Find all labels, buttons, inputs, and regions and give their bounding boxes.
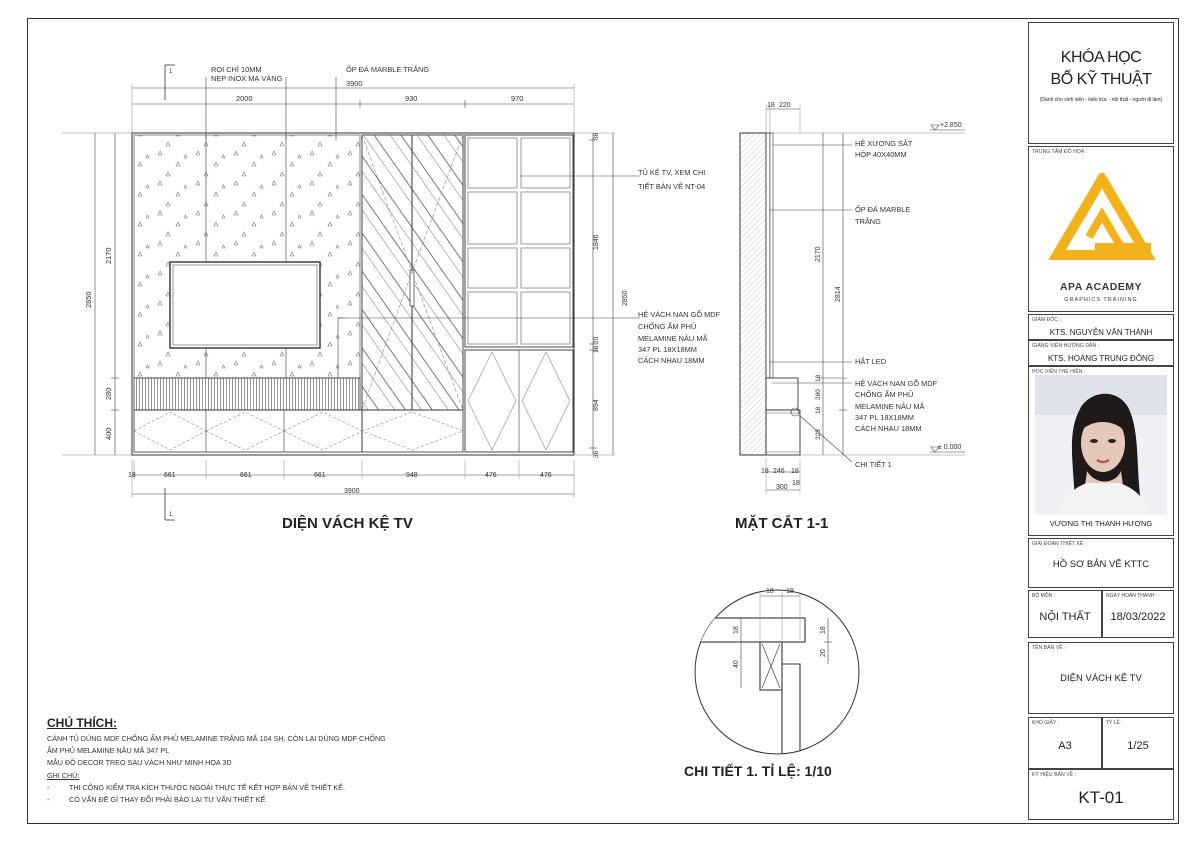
dim-bot-f: 476 (485, 472, 497, 479)
sec-label-he-xuong-1: HỆ XƯƠNG SẮT (855, 139, 913, 148)
date-cell (1102, 590, 1174, 638)
dept-label: BỘ MÔN : (1032, 593, 1056, 599)
instructor-cell (1028, 340, 1174, 366)
sec-label-chi-tiet: CHI TIẾT 1 (855, 460, 892, 469)
center-label: TRUNG TÂM ĐỒ HỌA : (1032, 149, 1088, 155)
detail-dim-t2: 18 (786, 588, 794, 595)
date-label: NGÀY HOÀN THÀNH : (1106, 593, 1158, 599)
dim-r-36a: 36 (593, 132, 600, 140)
student-label: HỌC VIÊN THỂ HIỆN : (1032, 369, 1086, 375)
course-cell (1028, 22, 1174, 144)
code-cell (1028, 769, 1174, 820)
dim-top-c: 970 (511, 94, 524, 103)
scale-value: 1/25 (1127, 740, 1149, 752)
date-value: 18/03/2022 (1110, 611, 1166, 623)
drawing-name-cell (1028, 642, 1174, 714)
phase-label: GIAI ĐOẠN THIẾT KẾ : (1032, 541, 1087, 547)
dim-top-b: 930 (405, 94, 418, 103)
notes-section (47, 716, 467, 807)
dim-top-a: 2000 (236, 94, 253, 103)
course-sub: (Dành cho sinh viên - kiến trúc - nội thất - người đi làm) (1039, 97, 1163, 103)
sec-label-op-da-1: ỐP ĐÁ MARBLE (855, 205, 911, 214)
dim-top-total: 3900 (346, 79, 363, 88)
drawing-name: DIỆN VÁCH KỆ TV (1060, 673, 1142, 684)
dim-r-total: 2850 (622, 290, 629, 306)
notes-heading: CHÚ THÍCH: (47, 716, 117, 730)
sec-label-he-vach-4: 347 PL 18X18MM (855, 413, 914, 422)
section-drawing (740, 105, 965, 494)
bullet-dash: - (47, 783, 50, 792)
label-nep-inox: NẸP INOX MẠ VÀNG (211, 74, 283, 83)
phase-cell (1028, 538, 1174, 588)
dim-left-total: 2850 (84, 291, 93, 308)
sec-label-he-vach-2: CHỐNG ẨM PHỦ (855, 390, 914, 399)
detail-dim-r18: 18 (820, 626, 827, 634)
note-bullet: - THI CÔNG KIỂM TRA KÍCH THƯỚC NGOÀI THỰC TẾ KẾT HỢP BẢN VẼ THIẾT KẾ. (47, 783, 345, 792)
code-label: KÝ HIỆU BẢN VẼ : (1032, 772, 1077, 778)
label-tu-ke-2: TIẾT BẢN VẼ NT-04 (638, 182, 706, 191)
student-photo (1035, 375, 1167, 515)
sec-label-he-vach-1: HỆ VÁCH NAN GỖ MDF (855, 379, 938, 388)
dim-bot-d: 661 (314, 472, 326, 479)
dim-bot-total: 3900 (344, 488, 360, 495)
dim-bot-g: 476 (540, 472, 552, 479)
dim-left-a: 2170 (104, 247, 113, 264)
label-he-vach-5: CÁCH NHAU 18MM (638, 356, 705, 365)
director-label: GIÁM ĐỐC : (1032, 317, 1062, 323)
label-op-da: ỐP ĐÁ MARBLE TRẮNG (346, 65, 430, 74)
sec-dim-328: 328 (815, 429, 822, 440)
level-top: +2.850 (940, 122, 962, 129)
sec-label-hat-led: HẮT LED (855, 357, 887, 366)
dim-r-18: 18 (593, 345, 600, 353)
sec-dim-top-18: 18 (767, 102, 775, 109)
section-mark-top: 1 (169, 69, 173, 75)
label-he-vach-1: HỆ VÁCH NAN GỖ MDF (638, 310, 721, 319)
course-line2: BỔ KỸ THUẬT (1050, 71, 1152, 88)
dim-bot-b: 661 (164, 472, 176, 479)
sec-dim-top-220: 220 (779, 102, 791, 109)
label-ron-chi: RỌI CHỈ 10MM (211, 65, 262, 74)
note-line: ẨM PHỦ MELAMINE NÂU MÃ 347 PL (47, 746, 170, 755)
paper-value: A3 (1058, 740, 1072, 752)
paper-label: KHỔ GIẤY : (1032, 720, 1059, 726)
detail-dim-r20: 20 (820, 649, 827, 657)
director-cell (1028, 314, 1174, 340)
student-cell (1028, 366, 1174, 536)
apa-academy-logo-icon (1029, 173, 1175, 273)
dim-bot-a: 18 (128, 472, 136, 479)
sec-dim-b246: 246 (773, 468, 785, 475)
scale-label: TỶ LỆ : (1106, 720, 1123, 726)
dept-value: NỘI THẤT (1039, 611, 1091, 623)
instructor-label: GIẢNG VIÊN HƯỚNG DẪN : (1032, 343, 1100, 349)
elevation-title: DIỆN VÁCH KỆ TV (282, 515, 413, 532)
course-line1: KHÓA HỌC (1060, 49, 1142, 66)
section-title: MẶT CẮT 1-1 (735, 515, 829, 532)
sec-label-he-xuong-2: HỘP 40X40MM (855, 150, 907, 159)
detail-dim-t1: 18 (766, 588, 774, 595)
director-name: KTS. NGUYỄN VĂN THÀNH (1049, 328, 1153, 337)
sec-dim-b18b: 18 (791, 468, 799, 475)
dim-bot-c: 661 (240, 472, 252, 479)
section-mark-bottom: 1 (169, 512, 173, 518)
label-he-vach-2: CHỐNG ẨM PHỦ (638, 322, 697, 331)
elevation-drawing (62, 65, 640, 520)
note-line: MẪU ĐỒ DECOR TREO SAU VÁCH NHƯ MINH HỌA 3D (47, 758, 232, 767)
student-name: VƯƠNG THỊ THANH HƯƠNG (1049, 519, 1153, 528)
sec-label-he-vach-3: MELAMINE NÂU MÃ (855, 402, 925, 411)
notes-sub-heading: GHI CHÚ: (47, 771, 80, 780)
sec-dim-2814: 2814 (835, 286, 842, 302)
dim-r-894: 894 (593, 399, 600, 411)
dim-left-b: 280 (104, 387, 113, 400)
sec-dim-280: 280 (815, 389, 822, 400)
dept-cell (1028, 590, 1102, 638)
note-line: CÁNH TỦ DÙNG MDF CHỐNG ẨM PHỦ MELAMINE TRẮNG MÃ 104 SH, CÒN LẠI DÙNG MDF CHỐNG (47, 734, 386, 743)
level-bottom: ± 0.000 (938, 444, 962, 451)
code-value: KT-01 (1078, 788, 1124, 807)
label-he-vach-3: MELAMINE NÂU MÃ (638, 334, 708, 343)
detail-drawing (690, 590, 859, 770)
sec-dim-2170: 2170 (815, 246, 822, 262)
dim-bot-e: 948 (406, 472, 418, 479)
scale-cell (1102, 717, 1174, 769)
sec-dim-18b: 18 (815, 406, 822, 414)
logo-cell (1028, 146, 1174, 312)
dim-r-20: 20 (593, 336, 600, 344)
sec-dim-b300: 300 (776, 484, 788, 491)
phase-value: HỒ SƠ BẢN VẼ KTTC (1052, 559, 1150, 570)
detail-title: CHI TIẾT 1. TỈ LỆ: 1/10 (684, 763, 832, 779)
drawing-label: TÊN BẢN VẼ : (1032, 645, 1066, 651)
sec-label-he-vach-5: CÁCH NHAU 18MM (855, 424, 922, 433)
note-bullet: - CÓ VẤN ĐỀ GÌ THAY ĐỔI PHẢI BÁO LẠI TƯ VẤN THIẾT KẾ (47, 795, 266, 804)
detail-dim-l18: 18 (733, 626, 740, 634)
bullet-dash: - (47, 795, 50, 804)
logo-sub: GRAPHICS TRAINING (1064, 297, 1138, 303)
sec-dim-18a: 18 (815, 374, 822, 382)
sec-dim-b18c: 18 (792, 480, 800, 487)
title-block (1028, 22, 1174, 820)
paper-cell (1028, 717, 1102, 769)
dim-r-1846: 1846 (593, 234, 600, 250)
instructor-name: KTS. HOÀNG TRUNG ĐÔNG (1047, 354, 1155, 363)
detail-dim-l40: 40 (733, 660, 740, 668)
logo-name: APA ACADEMY (1059, 281, 1143, 293)
label-he-vach-4: 347 PL 18X18MM (638, 345, 697, 354)
dim-r-36b: 36 (593, 450, 600, 458)
label-tu-ke-1: TỦ KỆ TV, XEM CHI (638, 168, 706, 177)
sec-label-op-da-2: TRẮNG (855, 217, 881, 226)
sec-dim-b18a: 18 (761, 468, 769, 475)
dim-left-c: 400 (104, 427, 113, 440)
